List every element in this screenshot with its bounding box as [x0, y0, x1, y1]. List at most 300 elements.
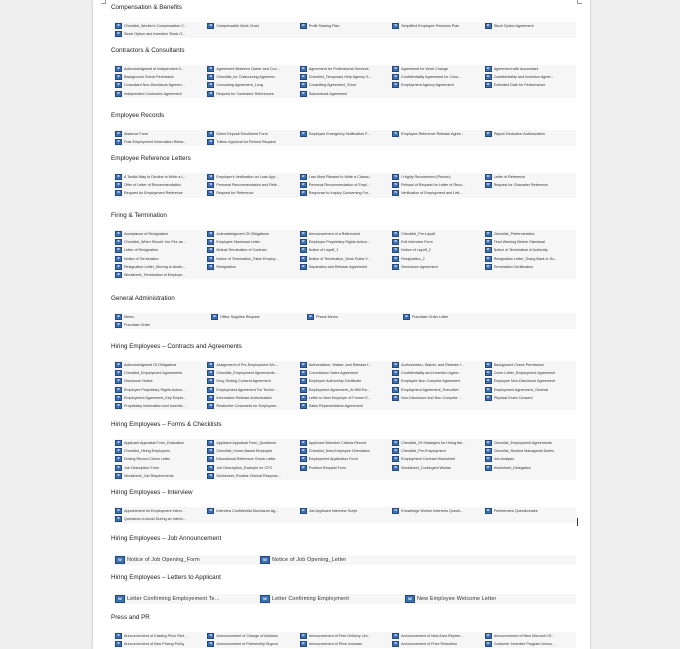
- document-item[interactable]: [391, 22, 483, 30]
- document-item[interactable]: [299, 464, 391, 472]
- document-item[interactable]: [206, 246, 298, 254]
- document-item-label: Authorization, Waiver, and Release f...: [401, 363, 464, 368]
- document-item[interactable]: [391, 263, 483, 271]
- document-item[interactable]: [206, 464, 298, 472]
- word-document-icon: W: [115, 23, 122, 29]
- word-document-icon: W: [115, 473, 122, 479]
- document-item-label: Employer's Verification on Loan App...: [216, 175, 279, 180]
- document-item[interactable]: [206, 386, 298, 394]
- document-item-label: Customer Incentive Program Annou...: [493, 642, 556, 647]
- document-item[interactable]: [391, 130, 483, 138]
- word-document-icon: W: [403, 314, 410, 320]
- word-document-icon: W: [300, 403, 307, 409]
- document-grid: [114, 22, 576, 38]
- document-item-label: Response to Inquiry Concerning For...: [308, 191, 371, 196]
- document-item[interactable]: [299, 447, 391, 455]
- word-document-icon: W: [392, 174, 399, 180]
- word-document-icon: W: [115, 378, 122, 384]
- document-item[interactable]: [206, 65, 298, 73]
- word-document-icon: W: [115, 66, 122, 72]
- document-item[interactable]: [299, 246, 391, 254]
- document-item-label: Drug Testing Consent Agreement: [216, 379, 271, 384]
- document-item[interactable]: [299, 507, 391, 515]
- word-document-icon: W: [485, 370, 492, 376]
- document-item[interactable]: [391, 386, 483, 394]
- section-title: Employee Records: [111, 112, 165, 119]
- document-item-label: Checklist_Employment Agreements: [493, 441, 552, 446]
- word-document-icon: W: [392, 641, 399, 647]
- document-item[interactable]: [299, 81, 391, 89]
- word-document-icon: W: [207, 641, 214, 647]
- document-item-label: Confidentiality and Invention Agree...: [401, 371, 462, 376]
- document-item-label: Consulting Agreement_Short: [308, 83, 356, 88]
- word-document-icon: W: [115, 256, 122, 262]
- document-item[interactable]: [114, 90, 206, 98]
- document-grid: [114, 313, 576, 329]
- word-document-icon: W: [115, 314, 122, 320]
- document-item[interactable]: [391, 246, 483, 254]
- document-item-label: Post-Employment Information Relea...: [124, 140, 187, 145]
- word-document-icon: W: [300, 231, 307, 237]
- word-document-icon: W: [485, 74, 492, 80]
- document-item[interactable]: [206, 73, 298, 81]
- word-document-icon: W: [300, 387, 307, 393]
- document-item[interactable]: [114, 377, 206, 385]
- document-item[interactable]: [484, 130, 576, 138]
- document-item-label: Disclosure Notice: [124, 379, 153, 384]
- document-item[interactable]: [206, 181, 298, 189]
- document-item[interactable]: [299, 263, 391, 271]
- document-item-label: Applicant Selection Criteria Record: [308, 441, 366, 446]
- word-document-icon: W: [392, 465, 399, 471]
- word-document-icon: W: [392, 378, 399, 384]
- document-item[interactable]: [391, 447, 483, 455]
- word-document-icon: W: [207, 403, 214, 409]
- word-document-icon: W: [115, 403, 122, 409]
- document-item[interactable]: [206, 130, 298, 138]
- word-document-icon: W: [115, 516, 122, 522]
- document-item-label: Driving Record Check Letter: [124, 457, 171, 462]
- document-item-label: Checklist_for Outsourcing Agreeme...: [216, 75, 278, 80]
- document-item[interactable]: [484, 255, 576, 263]
- document-item[interactable]: [206, 22, 298, 30]
- document-item[interactable]: [206, 394, 298, 402]
- document-item-label: Acknowledgment Of Obligations: [216, 232, 269, 237]
- document-item[interactable]: [299, 455, 391, 463]
- word-document-icon: W: [260, 556, 270, 564]
- word-document-icon: W: [115, 508, 122, 514]
- section-title: General Administration: [111, 295, 175, 302]
- document-item[interactable]: [391, 439, 483, 447]
- document-item-label: Separation and Release Agreement: [308, 264, 368, 269]
- document-item-label: Employment Agreement_Executive: [401, 387, 459, 392]
- word-document-icon: W: [115, 31, 122, 37]
- word-document-icon: W: [485, 182, 492, 188]
- document-item-label: Acceptance of Resignation: [124, 232, 168, 237]
- document-item[interactable]: [114, 515, 206, 523]
- document-item[interactable]: [114, 238, 206, 246]
- word-document-icon: W: [485, 395, 492, 401]
- document-item[interactable]: [391, 455, 483, 463]
- word-document-icon: W: [115, 595, 125, 603]
- document-item[interactable]: [484, 386, 576, 394]
- document-item[interactable]: [484, 246, 576, 254]
- word-document-icon: W: [115, 239, 122, 245]
- document-item-label: Resignation Letter_Moving to Anoth...: [124, 264, 186, 269]
- word-document-icon: W: [392, 190, 399, 196]
- document-item[interactable]: [206, 361, 298, 369]
- document-item-label: Educational Reference Check Letter: [216, 457, 276, 462]
- section-title: Firing & Termination: [111, 212, 167, 219]
- document-item[interactable]: [114, 130, 206, 138]
- word-document-icon: W: [207, 139, 214, 145]
- document-item[interactable]: [299, 361, 391, 369]
- document-item-label: Knowledge Worker Interview Questi...: [401, 509, 463, 514]
- document-item[interactable]: [114, 65, 206, 73]
- document-item[interactable]: [484, 361, 576, 369]
- document-item[interactable]: [391, 73, 483, 81]
- document-item-label: Exit Interview Form: [401, 240, 433, 245]
- document-item[interactable]: [114, 464, 206, 472]
- word-document-icon: W: [300, 182, 307, 188]
- document-item[interactable]: [299, 394, 391, 402]
- document-item[interactable]: [299, 130, 391, 138]
- document-item[interactable]: [391, 65, 483, 73]
- document-item-label: Appointment for Employment Interv...: [124, 509, 185, 514]
- document-item[interactable]: [299, 632, 391, 640]
- document-item[interactable]: [484, 65, 576, 73]
- document-item[interactable]: [391, 181, 483, 189]
- document-item-label: Checklist_New-Employee Orientation: [308, 449, 370, 454]
- document-item[interactable]: [484, 263, 576, 271]
- word-document-icon: W: [300, 370, 307, 376]
- document-item-label: A Tactful Way to Decline to Write a L...: [124, 175, 187, 180]
- word-document-icon: W: [207, 239, 214, 245]
- document-item-label: Announcement of Catalog Price Red...: [124, 634, 187, 639]
- word-document-icon: W: [115, 440, 122, 446]
- document-item-label: Checklist_Pre-Employment: [401, 449, 446, 454]
- document-item-label: Agreement for Work Change: [401, 67, 449, 72]
- word-document-icon: W: [115, 264, 122, 270]
- document-item[interactable]: [484, 439, 576, 447]
- document-item[interactable]: [206, 255, 298, 263]
- document-item[interactable]: [299, 73, 391, 81]
- document-item[interactable]: [391, 255, 483, 263]
- document-item[interactable]: [114, 632, 206, 640]
- document-item[interactable]: [114, 507, 206, 515]
- document-item[interactable]: [484, 464, 576, 472]
- document-item[interactable]: [299, 173, 391, 181]
- document-item[interactable]: [114, 271, 206, 279]
- document-item[interactable]: [299, 230, 391, 238]
- document-item[interactable]: [484, 640, 576, 648]
- document-item[interactable]: [114, 138, 206, 146]
- document-item[interactable]: [206, 369, 298, 377]
- document-item[interactable]: [299, 22, 391, 30]
- document-item[interactable]: [484, 181, 576, 189]
- document-item-label: Notice of Termination_Work Rules V...: [308, 256, 371, 261]
- document-item[interactable]: [391, 173, 483, 181]
- document-item[interactable]: [206, 138, 298, 146]
- document-item[interactable]: [206, 238, 298, 246]
- document-item-label: Preinterview Questionnaire: [493, 509, 538, 514]
- word-document-icon: W: [207, 264, 214, 270]
- word-document-icon: W: [392, 448, 399, 454]
- document-item[interactable]: [391, 507, 483, 515]
- document-item[interactable]: [299, 90, 391, 98]
- document-item[interactable]: [259, 594, 404, 604]
- document-item[interactable]: [391, 189, 483, 197]
- document-item[interactable]: [391, 230, 483, 238]
- word-document-icon: W: [485, 508, 492, 514]
- document-item[interactable]: [484, 455, 576, 463]
- document-item-label: Offer of Letter of Recommendation: [124, 183, 181, 188]
- word-document-icon: W: [115, 74, 122, 80]
- document-item[interactable]: [114, 189, 206, 197]
- document-item[interactable]: [206, 455, 298, 463]
- document-item[interactable]: [114, 472, 206, 480]
- document-item[interactable]: [484, 507, 576, 515]
- document-item[interactable]: [114, 173, 206, 181]
- word-document-icon: W: [392, 456, 399, 462]
- document-page: [93, 0, 590, 649]
- document-item[interactable]: [206, 189, 298, 197]
- document-item-label: Compensable Work Chart: [216, 24, 259, 29]
- document-item[interactable]: [299, 65, 391, 73]
- document-item-label: Request for Reference: [216, 191, 254, 196]
- word-document-icon: W: [115, 370, 122, 376]
- document-item[interactable]: [206, 90, 298, 98]
- document-item-label: Letter to New Employer of Former E...: [308, 395, 371, 400]
- word-document-icon: W: [207, 82, 214, 88]
- document-item-label: Letter of Reference: [493, 175, 526, 180]
- document-item[interactable]: [114, 369, 206, 377]
- word-document-icon: W: [300, 465, 307, 471]
- document-item[interactable]: [114, 30, 206, 38]
- document-item[interactable]: [299, 377, 391, 385]
- word-document-icon: W: [392, 182, 399, 188]
- document-item-label: Payroll Deduction Authorization: [493, 132, 545, 137]
- document-item[interactable]: [484, 632, 576, 640]
- word-document-icon: W: [300, 440, 307, 446]
- document-item-label: Employment Application Form: [308, 457, 358, 462]
- document-item-label: Purchase Order Letter: [412, 315, 449, 320]
- word-document-icon: W: [207, 182, 214, 188]
- word-document-icon: W: [260, 595, 270, 603]
- document-item[interactable]: [391, 464, 483, 472]
- word-document-icon: W: [392, 362, 399, 368]
- word-document-icon: W: [300, 190, 307, 196]
- document-item[interactable]: [402, 313, 498, 321]
- document-item[interactable]: [299, 189, 391, 197]
- word-document-icon: W: [207, 370, 214, 376]
- document-item[interactable]: [299, 439, 391, 447]
- document-item[interactable]: [114, 73, 206, 81]
- document-item-label: Employee Proprietary Rights Ackno...: [124, 387, 186, 392]
- word-document-icon: W: [207, 66, 214, 72]
- document-item-label: Notice of Layoff_1: [308, 248, 339, 253]
- document-item-label: Job Description_Example for CFO: [216, 465, 273, 470]
- document-item[interactable]: [391, 238, 483, 246]
- document-item-label: Employment Agency Agreement: [401, 83, 454, 88]
- word-document-icon: W: [392, 256, 399, 262]
- word-document-icon: W: [207, 247, 214, 253]
- word-document-icon: W: [392, 74, 399, 80]
- word-document-icon: W: [207, 473, 214, 479]
- document-item[interactable]: [114, 246, 206, 254]
- document-item-label: Verification of Employment and Lett...: [401, 191, 463, 196]
- document-item[interactable]: [299, 386, 391, 394]
- document-item[interactable]: [114, 386, 206, 394]
- word-document-icon: W: [300, 131, 307, 137]
- document-item-label: Physical Exam Consent: [493, 395, 533, 400]
- document-item[interactable]: [484, 369, 576, 377]
- document-item[interactable]: [206, 377, 298, 385]
- document-item-label: Request for Contractor References: [216, 91, 274, 96]
- word-document-icon: W: [115, 395, 122, 401]
- document-item[interactable]: [114, 230, 206, 238]
- document-item[interactable]: [391, 361, 483, 369]
- document-item-label: Letter Confirming Employement Te...: [127, 596, 220, 602]
- document-item[interactable]: [206, 472, 298, 480]
- word-document-icon: W: [207, 362, 214, 368]
- document-grid: [114, 173, 576, 198]
- document-item[interactable]: [484, 73, 576, 81]
- document-item[interactable]: [299, 238, 391, 246]
- document-item[interactable]: [114, 555, 259, 565]
- document-item[interactable]: [391, 81, 483, 89]
- document-item[interactable]: [206, 173, 298, 181]
- document-item-label: Restrictive Covenants for Employme...: [216, 404, 280, 409]
- document-item-label: Agreement for Professional Services: [308, 67, 369, 72]
- document-item[interactable]: [206, 81, 298, 89]
- word-document-icon: W: [207, 395, 214, 401]
- document-item-label: Subcontract Agreement: [308, 91, 348, 96]
- document-item-label: Consultant Non-Disclosure Agreem...: [124, 83, 185, 88]
- document-item[interactable]: [206, 640, 298, 648]
- document-item-label: I am Most Pleased to Write a Charac...: [308, 175, 373, 180]
- text-cursor: [577, 518, 578, 526]
- word-document-icon: W: [115, 272, 122, 278]
- document-item[interactable]: [484, 22, 576, 30]
- document-item[interactable]: [114, 321, 210, 329]
- document-item[interactable]: [114, 394, 206, 402]
- document-item[interactable]: [114, 313, 210, 321]
- document-item-label: Worksheet_Job Requirements: [124, 473, 174, 478]
- document-item[interactable]: [391, 377, 483, 385]
- document-item[interactable]: [299, 640, 391, 648]
- document-item[interactable]: [484, 230, 576, 238]
- document-item-label: Absence Form: [124, 132, 148, 137]
- document-item[interactable]: [484, 238, 576, 246]
- word-document-icon: W: [392, 82, 399, 88]
- document-item[interactable]: [299, 181, 391, 189]
- document-item[interactable]: [114, 255, 206, 263]
- document-item-label: Employee Non-Disclosure Agreement: [493, 379, 556, 384]
- document-item[interactable]: [206, 263, 298, 271]
- document-item[interactable]: [206, 230, 298, 238]
- document-item[interactable]: [484, 447, 576, 455]
- document-item-label: Acknowledgment Of Obligations: [124, 363, 177, 368]
- document-item[interactable]: [391, 394, 483, 402]
- word-document-icon: W: [115, 456, 122, 462]
- word-document-icon: W: [405, 595, 415, 603]
- document-item[interactable]: [391, 369, 483, 377]
- document-item[interactable]: [114, 263, 206, 271]
- document-item[interactable]: [299, 369, 391, 377]
- document-item[interactable]: [206, 447, 298, 455]
- document-item-label: Termination Certification: [493, 264, 534, 269]
- document-item[interactable]: [206, 632, 298, 640]
- document-item[interactable]: [114, 181, 206, 189]
- document-item-label: Questions to Avoid During an Intervi...: [124, 517, 186, 522]
- word-document-icon: W: [300, 23, 307, 29]
- document-item[interactable]: [306, 313, 402, 321]
- document-item[interactable]: [114, 22, 206, 30]
- document-item[interactable]: [210, 313, 306, 321]
- document-item[interactable]: [114, 447, 206, 455]
- document-item[interactable]: [484, 377, 576, 385]
- page-corner-mark: [101, 0, 106, 4]
- document-item[interactable]: [484, 394, 576, 402]
- document-item-label: Worksheet_Delegation: [493, 465, 531, 470]
- document-item[interactable]: [206, 439, 298, 447]
- document-item[interactable]: [114, 640, 206, 648]
- document-item[interactable]: [206, 507, 298, 515]
- document-item[interactable]: [114, 439, 206, 447]
- document-item[interactable]: [299, 255, 391, 263]
- document-item-label: Applicant Appraisal Form_Evaluation: [124, 441, 185, 446]
- document-item[interactable]: [484, 81, 576, 89]
- word-document-icon: W: [300, 247, 307, 253]
- document-item[interactable]: [391, 632, 483, 640]
- document-item-label: Announcement of Price Reduction: [401, 642, 458, 647]
- document-item-label: Non-Disclosure and Non-Compete ...: [401, 395, 462, 400]
- document-item-label: Job Applicant Interview Script: [308, 509, 357, 514]
- page-corner-mark: [577, 0, 582, 4]
- document-item[interactable]: [114, 594, 259, 604]
- word-document-icon: W: [300, 456, 307, 462]
- word-document-icon: W: [115, 190, 122, 196]
- document-item[interactable]: [114, 402, 206, 410]
- document-item-label: Confidentiality Agreement for Cons...: [401, 75, 462, 80]
- document-item[interactable]: [299, 402, 391, 410]
- document-item[interactable]: [404, 594, 549, 604]
- document-item[interactable]: [114, 361, 206, 369]
- document-item[interactable]: [114, 81, 206, 89]
- word-document-icon: W: [300, 448, 307, 454]
- document-item-label: Employee Non-Compete Agreement: [401, 379, 461, 384]
- document-item[interactable]: [391, 640, 483, 648]
- word-document-icon: W: [485, 448, 492, 454]
- document-item[interactable]: [114, 455, 206, 463]
- word-document-icon: W: [392, 131, 399, 137]
- document-grid: [114, 130, 576, 146]
- document-item-label: Independent Contractor Agreement: [124, 91, 182, 96]
- document-item-label: Checklist_Hiring Employees: [124, 449, 170, 454]
- document-item[interactable]: [484, 173, 576, 181]
- document-item-label: Announcement of New Discount Of...: [493, 634, 555, 639]
- document-grid: [114, 507, 576, 523]
- word-document-icon: W: [485, 23, 492, 29]
- document-item[interactable]: [259, 555, 404, 565]
- document-item-label: Simplified Employee Pensions Plan: [401, 24, 460, 29]
- section-title: Hiring Employees – Forms & Checklists: [111, 421, 222, 428]
- document-item[interactable]: [206, 402, 298, 410]
- word-document-icon: W: [115, 82, 122, 88]
- word-document-icon: W: [392, 508, 399, 514]
- word-document-icon: W: [207, 465, 214, 471]
